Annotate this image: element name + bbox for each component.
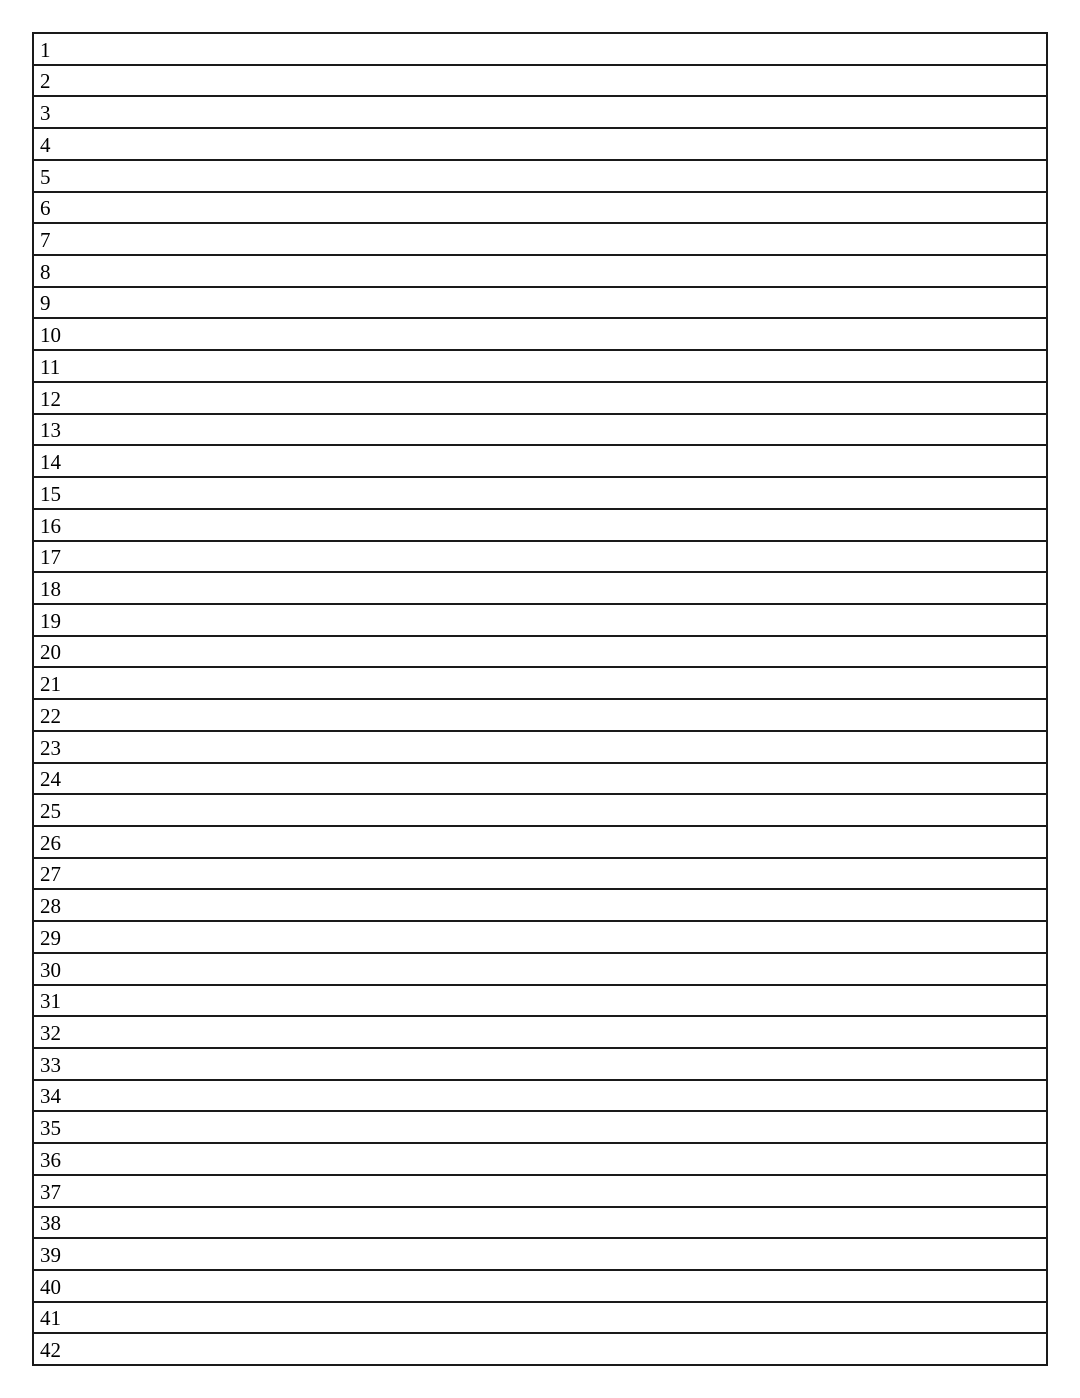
writing-line bbox=[34, 1112, 1046, 1144]
line-number: 17 bbox=[40, 545, 61, 570]
line-number: 2 bbox=[40, 69, 51, 94]
line-number: 31 bbox=[40, 989, 61, 1014]
line-number: 34 bbox=[40, 1084, 61, 1109]
line-number: 12 bbox=[40, 386, 61, 411]
writing-line bbox=[34, 542, 1046, 574]
writing-line bbox=[34, 859, 1046, 891]
writing-line bbox=[34, 1176, 1046, 1208]
line-number: 19 bbox=[40, 608, 61, 633]
line-number: 36 bbox=[40, 1147, 61, 1172]
writing-line bbox=[34, 256, 1046, 288]
line-number: 32 bbox=[40, 1021, 61, 1045]
writing-line bbox=[34, 732, 1046, 764]
line-number: 16 bbox=[40, 513, 61, 538]
writing-line bbox=[34, 573, 1046, 605]
line-number: 13 bbox=[40, 418, 61, 443]
writing-line bbox=[34, 827, 1046, 859]
line-number: 35 bbox=[40, 1116, 61, 1141]
writing-line bbox=[34, 66, 1046, 98]
writing-line bbox=[34, 161, 1046, 193]
line-number: 9 bbox=[40, 291, 51, 316]
writing-line bbox=[34, 764, 1046, 796]
writing-line bbox=[34, 1271, 1046, 1303]
writing-line bbox=[34, 478, 1046, 510]
writing-line bbox=[34, 1303, 1046, 1335]
line-number: 33 bbox=[40, 1052, 61, 1077]
line-number: 40 bbox=[40, 1274, 61, 1299]
writing-line bbox=[34, 1081, 1046, 1113]
writing-line bbox=[34, 193, 1046, 225]
writing-line bbox=[34, 1239, 1046, 1271]
line-number: 41 bbox=[40, 1306, 61, 1331]
writing-line bbox=[34, 1017, 1046, 1049]
writing-line bbox=[34, 288, 1046, 320]
line-number: 3 bbox=[40, 101, 51, 126]
line-number: 21 bbox=[40, 672, 61, 697]
line-number: 1 bbox=[40, 37, 51, 62]
line-number: 23 bbox=[40, 735, 61, 760]
writing-line bbox=[34, 605, 1046, 637]
writing-line bbox=[34, 795, 1046, 827]
writing-line bbox=[34, 383, 1046, 415]
writing-line bbox=[34, 415, 1046, 447]
writing-line bbox=[34, 351, 1046, 383]
line-number: 10 bbox=[40, 323, 61, 348]
writing-line bbox=[34, 986, 1046, 1018]
line-number: 24 bbox=[40, 767, 61, 792]
writing-line bbox=[34, 319, 1046, 351]
writing-line bbox=[34, 1334, 1046, 1364]
writing-line bbox=[34, 510, 1046, 542]
line-number: 20 bbox=[40, 640, 61, 665]
writing-line bbox=[34, 1208, 1046, 1240]
lined-sheet bbox=[32, 32, 1048, 1366]
line-number: 11 bbox=[40, 354, 61, 379]
line-number: 38 bbox=[40, 1211, 61, 1236]
line-number: 8 bbox=[40, 259, 51, 284]
writing-line bbox=[34, 954, 1046, 986]
line-number: 28 bbox=[40, 894, 61, 919]
writing-line bbox=[34, 1144, 1046, 1176]
line-number: 30 bbox=[40, 957, 61, 982]
line-number: 42 bbox=[40, 1338, 61, 1363]
line-number: 6 bbox=[40, 196, 51, 221]
writing-line bbox=[34, 1049, 1046, 1081]
line-number: 7 bbox=[40, 228, 51, 253]
writing-line bbox=[34, 668, 1046, 700]
line-number: 26 bbox=[40, 830, 61, 855]
writing-line bbox=[34, 700, 1046, 732]
line-number: 22 bbox=[40, 703, 61, 728]
line-number: 18 bbox=[40, 576, 61, 601]
line-number: 27 bbox=[40, 862, 61, 887]
writing-line bbox=[34, 446, 1046, 478]
line-number: 14 bbox=[40, 450, 61, 475]
writing-line bbox=[34, 129, 1046, 161]
line-number: 37 bbox=[40, 1179, 61, 1204]
line-number: 5 bbox=[40, 164, 51, 189]
line-number: 25 bbox=[40, 798, 61, 823]
writing-line bbox=[34, 97, 1046, 129]
line-number: 4 bbox=[40, 132, 51, 157]
line-number: 29 bbox=[40, 925, 61, 950]
writing-line bbox=[34, 637, 1046, 669]
writing-line bbox=[34, 890, 1046, 922]
writing-line bbox=[34, 922, 1046, 954]
writing-line bbox=[34, 34, 1046, 66]
writing-line bbox=[34, 224, 1046, 256]
line-number: 39 bbox=[40, 1243, 61, 1268]
line-number: 15 bbox=[40, 481, 61, 506]
